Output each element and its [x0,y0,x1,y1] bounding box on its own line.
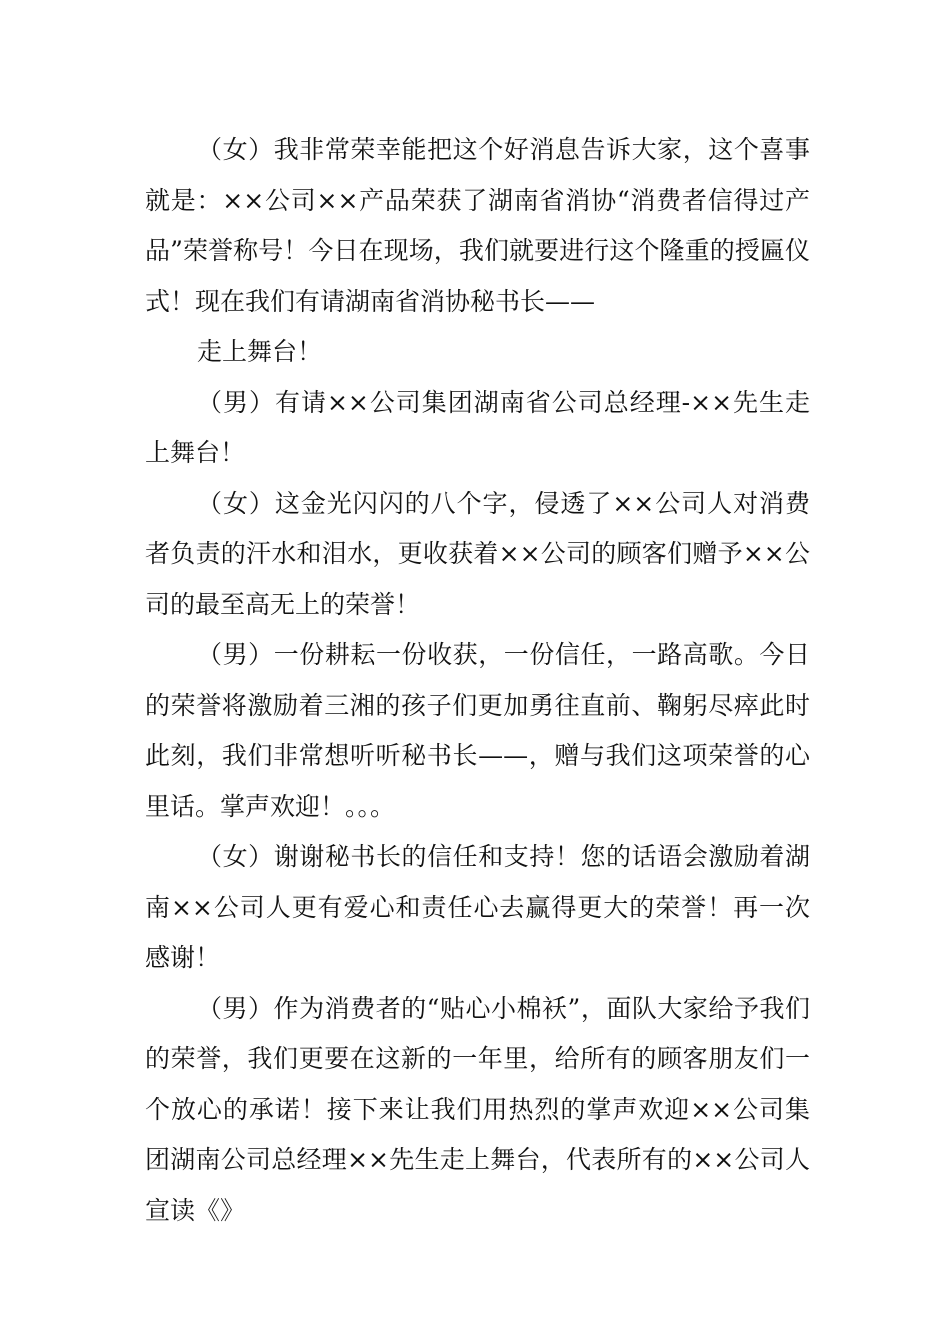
document-body [145,125,810,1236]
paragraph-male-harvest: （男）一份耕耘一份收获，一份信任，一路高歌。今日的荣誉将激励着三湘的孩子们更加勇往直前、鞠躬尽瘁此时此刻，我们非常想听听秘书长——，赠与我们这项荣誉的心里话。掌声欢迎！。。。 [145,640,810,821]
paragraph-male-promise: （男）作为消费者的“贴心小棉袄”，面队大家给予我们的荣誉，我们更要在这新的一年里，给所有的顾客朋友们一个放心的承诺！接下来让我们用热烈的掌声欢迎××公司集团湖南公司总经理××先生走上舞台，代表所有的××公司人宣读《》 [145,993,810,1225]
paragraph-male-invite-manager: （男）有请××公司集团湖南省公司总经理-××先生走上舞台！ [145,387,810,467]
paragraph-take-stage: 走上舞台！ [197,337,323,366]
paragraph-female-thanks: （女）谢谢秘书长的信任和支持！您的话语会激励着湖南××公司人更有爱心和责任心去赢得更大的荣誉！再一次感谢！ [145,842,810,972]
paragraph-female-announcement: （女）我非常荣幸能把这个好消息告诉大家，这个喜事就是：××公司××产品荣获了湖南省消协“消费者信得过产品”荣誉称号！今日在现场，我们就要进行这个隆重的授匾仪式！现在我们有请湖南省消协秘书长—— [145,135,810,316]
paragraph-female-golden-words: （女）这金光闪闪的八个字，侵透了××公司人对消费者负责的汗水和泪水，更收获着××公司的顾客们赠予××公司的最至高无上的荣誉！ [145,488,810,619]
